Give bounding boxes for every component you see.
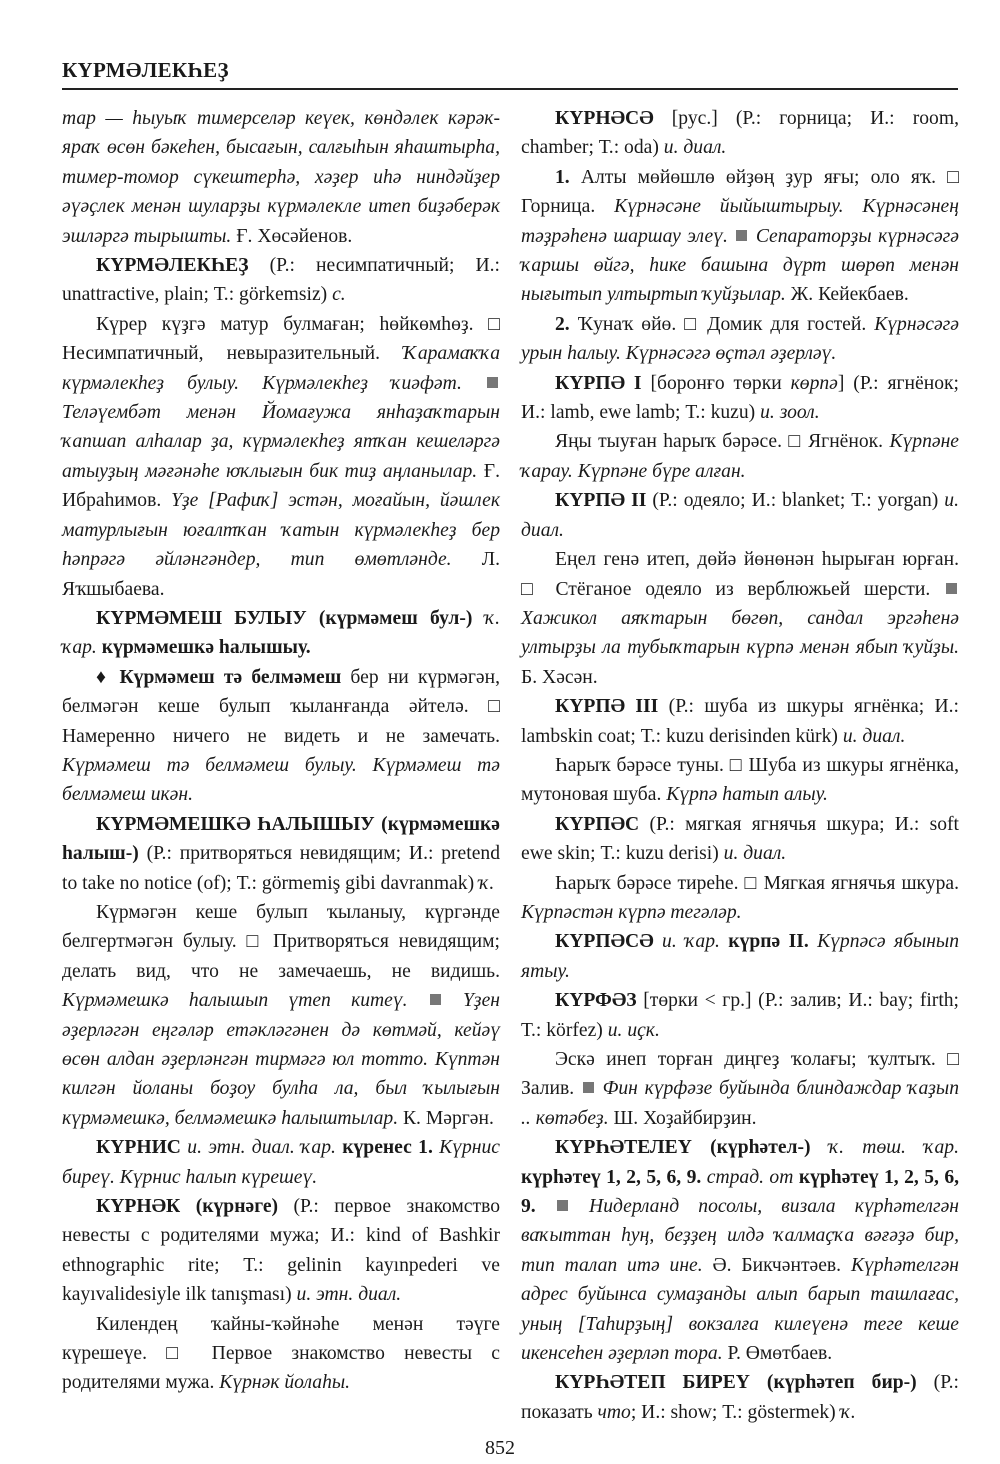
definition-text: Ғ. Хөсәйенов. [231, 225, 353, 247]
definition-text: бер ни күрмәгән, белмәгән кеше булып ҡыланғанда әйтелә. □ Намеренно ничего не видеть и не замечать. [62, 666, 501, 747]
example-text: Ҡарамаҡҡа күрмәлекһеҙ булыу. Күрмәлекһеҙ ҡиәфәт. [62, 343, 500, 394]
example-text: с. [332, 284, 346, 306]
definition-text: [боронғо төрки [641, 372, 791, 394]
definition-text: Килендең ҡайны-ҡәйнәһе менән тәүге күрешеүе. □ Первое знакомство невесты с родителями мужа. [62, 1313, 500, 1394]
example-text: ҡ. ҡар. [62, 607, 500, 659]
example-text: Күрпәстән күрпә тегәләр. [521, 901, 742, 923]
example-text: и. этн. диал. [296, 1284, 402, 1306]
headword-text: күрһәтеү 1, 2, 5, 6, 9. [521, 1166, 702, 1188]
headword-text: КҮРМӘМЕШКӘ ҺАЛЫШЫУ (күрмәмешкә һалыш-) [62, 813, 500, 865]
dictionary-paragraph [521, 369, 959, 428]
headword-text: күрпә II. [719, 931, 809, 953]
definition-text: (Р.: несимпатичный; И.: unattractive, plain; Т.: görkemsiz) [62, 255, 500, 306]
dictionary-paragraph [62, 663, 500, 810]
dictionary-paragraph [62, 104, 500, 251]
definition-text: [рус.] (Р.: горница; И.: room, chamber; Т.: oda) [521, 108, 959, 159]
example-text: Күрмәмеш тә белмәмеш булыу. Күрмәмеш тә белмәмеш икән. [62, 754, 500, 806]
dictionary-paragraph [521, 1045, 959, 1133]
example-text: ҡ. [840, 1401, 856, 1423]
example-text: Күрпәсә ябынып ятыу. [521, 931, 959, 982]
headword-text: КҮРҺӘТЕЛЕҮ (күрһәтел-) [555, 1137, 811, 1159]
headword-text: КҮРПӘ II [555, 490, 647, 512]
definition-text: Алты мөйөшлө өйҙөң ҙур яғы; оло яҡ. □ Горница. [521, 166, 959, 218]
example-text: и. диал. [663, 137, 727, 159]
example-text: Күрнәсәне йыйыштырыу. Күрнәсәнең тәҙрәһенә шаршау элеү. [521, 196, 959, 247]
example-text: Күрнәсәгә урын һалыу. Күрнәсәгә өҫтәл әҙерләү. [521, 313, 959, 365]
definition-text: (Р.: мягкая ягнячья шкура; И.: soft ewe skin; Т.: kuzu derisi) [521, 813, 959, 865]
headword-text: КҮРПӘ III [555, 696, 659, 718]
definition-text: Эскә инеп торған диңгеҙ ҡолағы; ҡултыҡ. □ Залив. [521, 1049, 959, 1100]
example-text: и. иҫк. [607, 1019, 660, 1041]
dictionary-paragraph [521, 927, 959, 986]
example-text: тар — һыуыҡ тимерселәр кеүек, көндәлек кәрәк-яраҡ өсөн бәкеһен, бысағын, салғыһын яһаштырһа, тимер-томор сүкештерһә, хәҙер иһә ниндәйҙер әүәҫлек менән шуларҙы күрмәлекле итеп биҙәберәк эшләргә тырышты. [62, 108, 500, 247]
example-text: Фин күрфәзе буйында блиндаждар ҡаҙып .. көтәбеҙ. [521, 1078, 959, 1129]
headword-text: КҮРПӘСӘ [555, 931, 654, 953]
dictionary-paragraph [521, 163, 959, 310]
example-text: Үҙе [Рафиҡ] эстән, моғайын, йәшлек матурлығын юғалтҡан ҡатын күрмәлекһеҙ бер һәпрәгә әйләнгәндер, тип өмөтләнде. [62, 490, 501, 571]
example-text: Күрнис биреү. Күрнис һалып күрешеү. [62, 1137, 500, 1188]
dictionary-paragraph [521, 692, 959, 751]
example-text: Күрпә һатып алыу. [666, 784, 828, 806]
dictionary-paragraph [521, 1133, 959, 1368]
left-column [62, 104, 500, 1398]
example-text: ҡ. төш. ҡар. [810, 1137, 960, 1159]
definition-text: Күрер күҙгә матур булмаған; һөйкөмһөҙ. □ Несимпатичный, невыразительный. [62, 313, 500, 365]
citation-marker-icon [430, 994, 441, 1005]
definition-text: Ғ. Ибраһимов. [62, 460, 501, 512]
headword-text: күрмәмешкә һалышыу. [96, 637, 311, 659]
definition-text: Л. Яҡшыбаева. [62, 549, 500, 600]
citation-marker-icon [946, 583, 957, 594]
headword-text: КҮРНӘСӘ [555, 108, 654, 129]
running-header: КҮРМӘЛЕКҺЕҘ [62, 58, 229, 82]
definition-text: (Р.: шуба из шкуры ягнёнка; И.: lambskin coat; Т.: kuzu derisinden kürk) [521, 696, 959, 747]
example-text: Нидерланд посолы, визала күрһәтелгән ваҡыттан һуң, беҙҙең илдә ҡалмаҫҡа вәғәҙә бир, тип талап итә ине. [521, 1196, 959, 1276]
example-text: Күрһәтелгән адрес буйынса сумаҙанды алып барып ташлағас, уның [Таһирҙың] вокзалға килеүенә теге кеше икенсеһен әҙерләп тора. [521, 1254, 959, 1365]
dictionary-paragraph [62, 310, 500, 604]
dictionary-paragraph [62, 604, 500, 663]
example-text: страд. от [701, 1166, 794, 1188]
citation-marker-icon [583, 1082, 594, 1093]
definition-text: Ә. Бикчәнтәев. [702, 1254, 851, 1276]
dictionary-paragraph [521, 1368, 959, 1427]
dictionary-paragraph [521, 869, 959, 928]
headword-text: КҮРНИС [96, 1137, 181, 1159]
dictionary-paragraph [521, 810, 959, 869]
headword-text: ♦ Күрмәмеш тә белмәмеш [96, 666, 342, 688]
definition-text: Еңел генә итеп, дөйә йөнөнән һырыған юрған. □ Стёганое одеяло из верблюжьей шерсти. [521, 549, 959, 600]
example-text: и. диал. [521, 490, 959, 541]
definition-text: (Р.: одеяло; И.: blanket; Т.: yorgan) [646, 490, 945, 512]
example-text: что [597, 1401, 631, 1423]
example-text: Сепараторҙы күрнәсәгә ҡаршы өйгә, һике башына дүрт шөрөп менән нығытып ултыртып ҡуйҙылар. [521, 225, 959, 306]
definition-text: Күрмәгән кеше булып ҡыланыу, күргәнде белгертмәгән булыу. □ Притворяться невидящим; делать вид, что не замечаешь, не видишь. [62, 901, 500, 982]
page-number: 852 [485, 1437, 515, 1459]
dictionary-paragraph [521, 751, 959, 810]
headword-text: КҮРНӘК (күрнәге) [96, 1196, 279, 1218]
example-text: Күрнәк йолаһы. [219, 1372, 351, 1394]
dictionary-paragraph [521, 986, 959, 1045]
definition-text: Б. Хәсән. [521, 666, 598, 688]
example-text: и. зоол. [760, 402, 820, 424]
example-text: и. диал. [842, 725, 906, 747]
dictionary-paragraph [521, 545, 959, 692]
definition-text: Һарыҡ бәрәсе туны. □ Шуба из шкуры ягнёнка, мутоновая шуба. [521, 754, 959, 806]
definition-text: ] (Р.: ягнёнок; И.: lamb, ewe lamb; Т.: kuzu) [521, 372, 959, 424]
definition-text: Ж. Кейекбаев. [785, 284, 909, 306]
dictionary-paragraph [62, 810, 500, 898]
dictionary-paragraph [62, 1310, 500, 1398]
definition-text: Яңы тыуған һарыҡ бәрәсе. □ Ягнёнок. [555, 431, 890, 453]
headword-text: КҮРПӘС [555, 813, 640, 835]
definition-text: (Р.: первое знакомство невесты с родителями мужа; И.: kind of Bashkir ethnographic rite; Т.: gelinin kayınpederi ve kayıvalidesiyle ilk tanışması) [62, 1196, 500, 1306]
example-text: ҡ. [479, 872, 495, 894]
header-rule [62, 88, 958, 90]
definition-text: [төрки < гр.] (Р.: залив; И.: bay; firth; Т.: körfez) [521, 990, 959, 1041]
definition-text: ; И.: show; Т.: göstermek) [630, 1401, 841, 1423]
citation-marker-icon [557, 1200, 568, 1211]
headword-text: КҮРҺӘТЕП БИРЕҮ (күрһәтеп бир-) [555, 1372, 917, 1394]
example-text: Күрмәмешкә һалышып үтеп китеү. [62, 990, 428, 1012]
example-text: и. ҡар. [653, 931, 720, 953]
example-text: Үҙен әҙерләгән еңгәләр етәкләгәнен дә көтмәй, кейәү өсөн алдан әҙерләнгән тирмәгә юл тотто. Күптән килгән йоланы боҙоу булһа ла, был ҡылығын күрмәмешкә, белмәмешкә һалыштылар. [62, 990, 500, 1129]
example-text: көрпә [790, 372, 838, 394]
definition-text: (Р.: притворяться невидящим; И.: pretend to take no notice (of); Т.: görmemiş gibi davranmak) [62, 843, 500, 894]
citation-marker-icon [487, 377, 498, 388]
example-text: и. этн. диал. ҡар. [180, 1137, 336, 1159]
headword-text: КҮРМӘМЕШ БУЛЫУ (күрмәмеш бул-) [96, 607, 473, 629]
example-text: Күрпәне ҡарау. Күрпәне бүре алған. [521, 431, 959, 482]
definition-text: Ш. Хоҙайбирҙин. [608, 1107, 757, 1129]
headword-text: күрһәтеү 1, 2, 5, 6, 9. [521, 1166, 960, 1218]
example-text: и. диал. [723, 843, 787, 865]
headword-text: 2. [555, 313, 570, 335]
headword-text: күренес 1. [335, 1137, 433, 1159]
dictionary-paragraph [62, 1133, 500, 1192]
dictionary-paragraph [521, 310, 959, 369]
citation-marker-icon [736, 230, 747, 241]
definition-text: Һарыҡ бәрәсе тиреһе. □ Мягкая ягнячья шкура. [555, 872, 959, 894]
headword-text: 1. [555, 166, 570, 188]
dictionary-paragraph [62, 898, 500, 1133]
dictionary-paragraph [521, 427, 959, 486]
definition-text: (Р.: показать [521, 1372, 959, 1423]
dictionary-paragraph [521, 486, 959, 545]
dictionary-paragraph [62, 1192, 500, 1310]
dictionary-paragraph [62, 251, 500, 310]
example-text: Теләүембәт менән Йомағужа янһаҙаҡтарын ҡапшап алһалар ҙа, күрмәлекһеҙ ятҡан кешеләргә атыуҙың мәғәнәһе юҡлығын бик тиҙ аңланылар. [62, 402, 500, 482]
headword-text: КҮРМӘЛЕКҺЕҘ [96, 255, 249, 277]
definition-text: К. Мәргән. [398, 1107, 494, 1129]
right-column [521, 104, 959, 1427]
definition-text: Р. Өмөтбаев. [722, 1343, 833, 1365]
headword-text: КҮРФӘЗ [555, 990, 637, 1012]
example-text: Хажикол аяҡтарын бөгөп, сандал эргәһенә ултырҙы ла тубыҡтарын күрпә менән ябып ҡуйҙы. [521, 607, 959, 659]
definition-text: Ҡунаҡ өйө. □ Домик для гостей. [569, 313, 875, 335]
dictionary-paragraph [521, 104, 959, 163]
headword-text: КҮРПӘ I [555, 372, 642, 394]
